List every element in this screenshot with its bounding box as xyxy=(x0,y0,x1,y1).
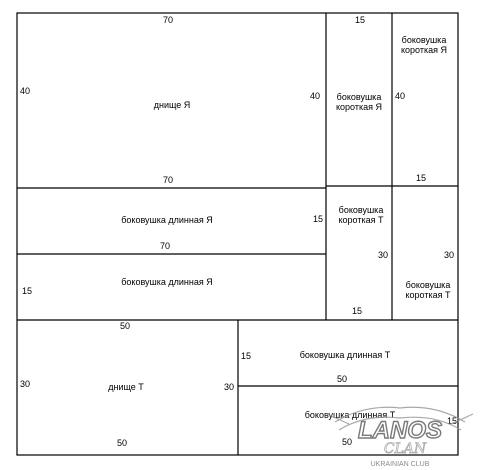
long-side-t-1-bottom-dim: 50 xyxy=(337,374,348,384)
long-side-ya-2-label: боковушка длинная Я xyxy=(121,276,213,287)
short-side-ya-2-left-dim: 40 xyxy=(395,91,406,101)
dnishe-ya-bottom-dim: 70 xyxy=(163,175,174,185)
short-side-ya-1-label: боковушка короткая Я xyxy=(336,91,382,112)
long-side-t-2-bottom-dim: 50 xyxy=(342,437,353,447)
dnishe-t-right-dim: 30 xyxy=(224,382,235,392)
dnishe-t-label: днище Т xyxy=(108,381,144,392)
short-side-t-2-label: боковушка короткая Т xyxy=(405,279,451,300)
dnishe-ya-right-dim: 40 xyxy=(310,91,321,101)
dnishe-t-left-dim: 30 xyxy=(20,379,31,389)
short-side-t-1-right-dim: 30 xyxy=(378,250,389,260)
long-side-t-1-left-dim: 15 xyxy=(241,351,252,361)
short-side-t-1-label: боковушка короткая Т xyxy=(338,204,384,225)
svg-text:LANOS: LANOS xyxy=(358,417,442,444)
long-side-t-1-label: боковушка длинная Т xyxy=(299,349,391,360)
long-side-t-2-right-dim: 15 xyxy=(447,416,458,426)
dnishe-ya-label: днище Я xyxy=(153,99,191,110)
dnishe-t-top-dim: 50 xyxy=(120,321,131,331)
lanos-clan-logo xyxy=(325,400,475,468)
svg-text:CLAN: CLAN xyxy=(383,441,427,457)
long-side-ya-1-label: боковушка длинная Я xyxy=(121,214,213,225)
dnishe-ya-top-dim: 70 xyxy=(163,15,174,25)
short-side-ya-1-top-dim: 15 xyxy=(355,15,366,25)
svg-text:UKRAINIAN CLUB: UKRAINIAN CLUB xyxy=(370,461,430,468)
short-side-ya-2-label: боковушка короткая Я xyxy=(401,34,447,55)
long-side-t-2-label: боковушка длинная Т xyxy=(304,409,396,420)
long-side-ya-2-left-dim: 15 xyxy=(22,286,33,296)
short-side-t-2-right-dim: 30 xyxy=(444,250,455,260)
long-side-ya-1-right-dim: 15 xyxy=(313,214,324,224)
dnishe-ya-left-dim: 40 xyxy=(20,86,31,96)
long-side-ya-1-bottom-dim: 70 xyxy=(160,241,171,251)
short-side-t-1-bottom-dim: 15 xyxy=(352,306,363,316)
short-side-ya-2-bottom-dim: 15 xyxy=(416,173,427,183)
dnishe-t-bottom-dim: 50 xyxy=(117,438,128,448)
